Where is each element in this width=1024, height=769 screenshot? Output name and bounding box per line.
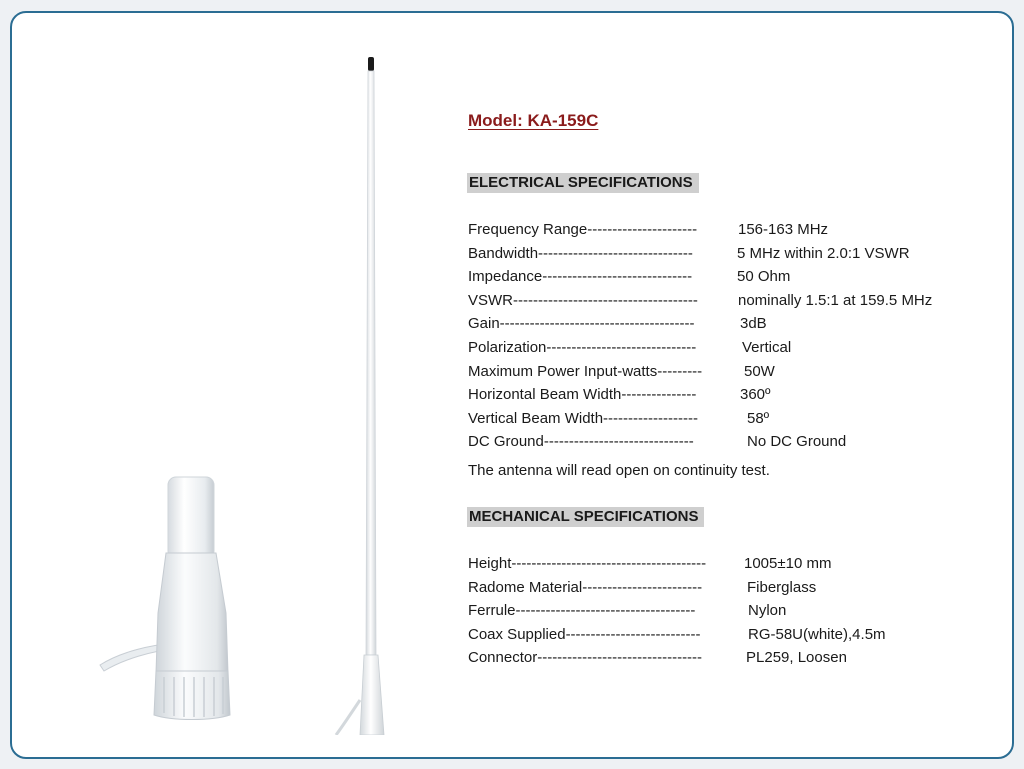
spec-value: RG-58U(white),4.5m (748, 625, 886, 643)
spec-label: Polarization------------------------------ (468, 338, 697, 356)
antenna-full-image (330, 55, 410, 735)
spec-label: Radome Material------------------------ (468, 578, 703, 596)
spec-label: Bandwidth------------------------------- (468, 244, 693, 262)
spec-value: Fiberglass (747, 578, 817, 596)
spec-label: Connector--------------------------------- (468, 649, 703, 667)
antenna-base-closeup-image (82, 453, 282, 733)
spec-value: 58º (747, 409, 770, 427)
spec-value: 1005±10 mm (744, 555, 832, 572)
spec-label: VSWR------------------------------------- (468, 291, 698, 309)
spec-label: DC Ground------------------------------ (468, 433, 694, 451)
spec-label: Vertical Beam Width------------------- (468, 409, 698, 427)
spec-label: Gain--------------------------------------- (468, 315, 695, 333)
spec-label: Horizontal Beam Width--------------- (468, 386, 697, 404)
spec-value: Nylon (748, 602, 787, 620)
spec-label: Coax Supplied--------------------------- (468, 625, 701, 643)
continuity-note: The antenna will read open on continuity test. (468, 462, 770, 479)
spec-value: 50 Ohm (737, 268, 791, 286)
spec-value: nominally 1.5:1 at 159.5 MHz (738, 291, 933, 309)
spec-value: 5 MHz within 2.0:1 VSWR (737, 244, 910, 262)
spec-value: Vertical (742, 338, 792, 356)
spec-value: 3dB (740, 315, 767, 333)
spec-label: Maximum Power Input-watts--------- (468, 362, 703, 380)
electrical-specifications-header: ELECTRICAL SPECIFICATIONS (467, 173, 699, 193)
spec-label: Impedance------------------------------ (468, 268, 693, 286)
spec-label: Ferrule------------------------------------ (468, 602, 696, 620)
spec-value: 360º (740, 386, 771, 404)
mechanical-specifications-header: MECHANICAL SPECIFICATIONS (467, 507, 704, 527)
spec-value: PL259, Loosen (746, 649, 847, 667)
spec-label: Height--------------------------------------- (468, 555, 707, 572)
spec-label: Frequency Range---------------------- (468, 221, 698, 238)
spec-value: No DC Ground (747, 433, 847, 451)
spec-value: 156-163 MHz (738, 221, 829, 238)
spec-value: 50W (744, 362, 775, 380)
model-title: Model: KA-159C (468, 111, 599, 130)
product-sheet-frame (10, 11, 1014, 759)
